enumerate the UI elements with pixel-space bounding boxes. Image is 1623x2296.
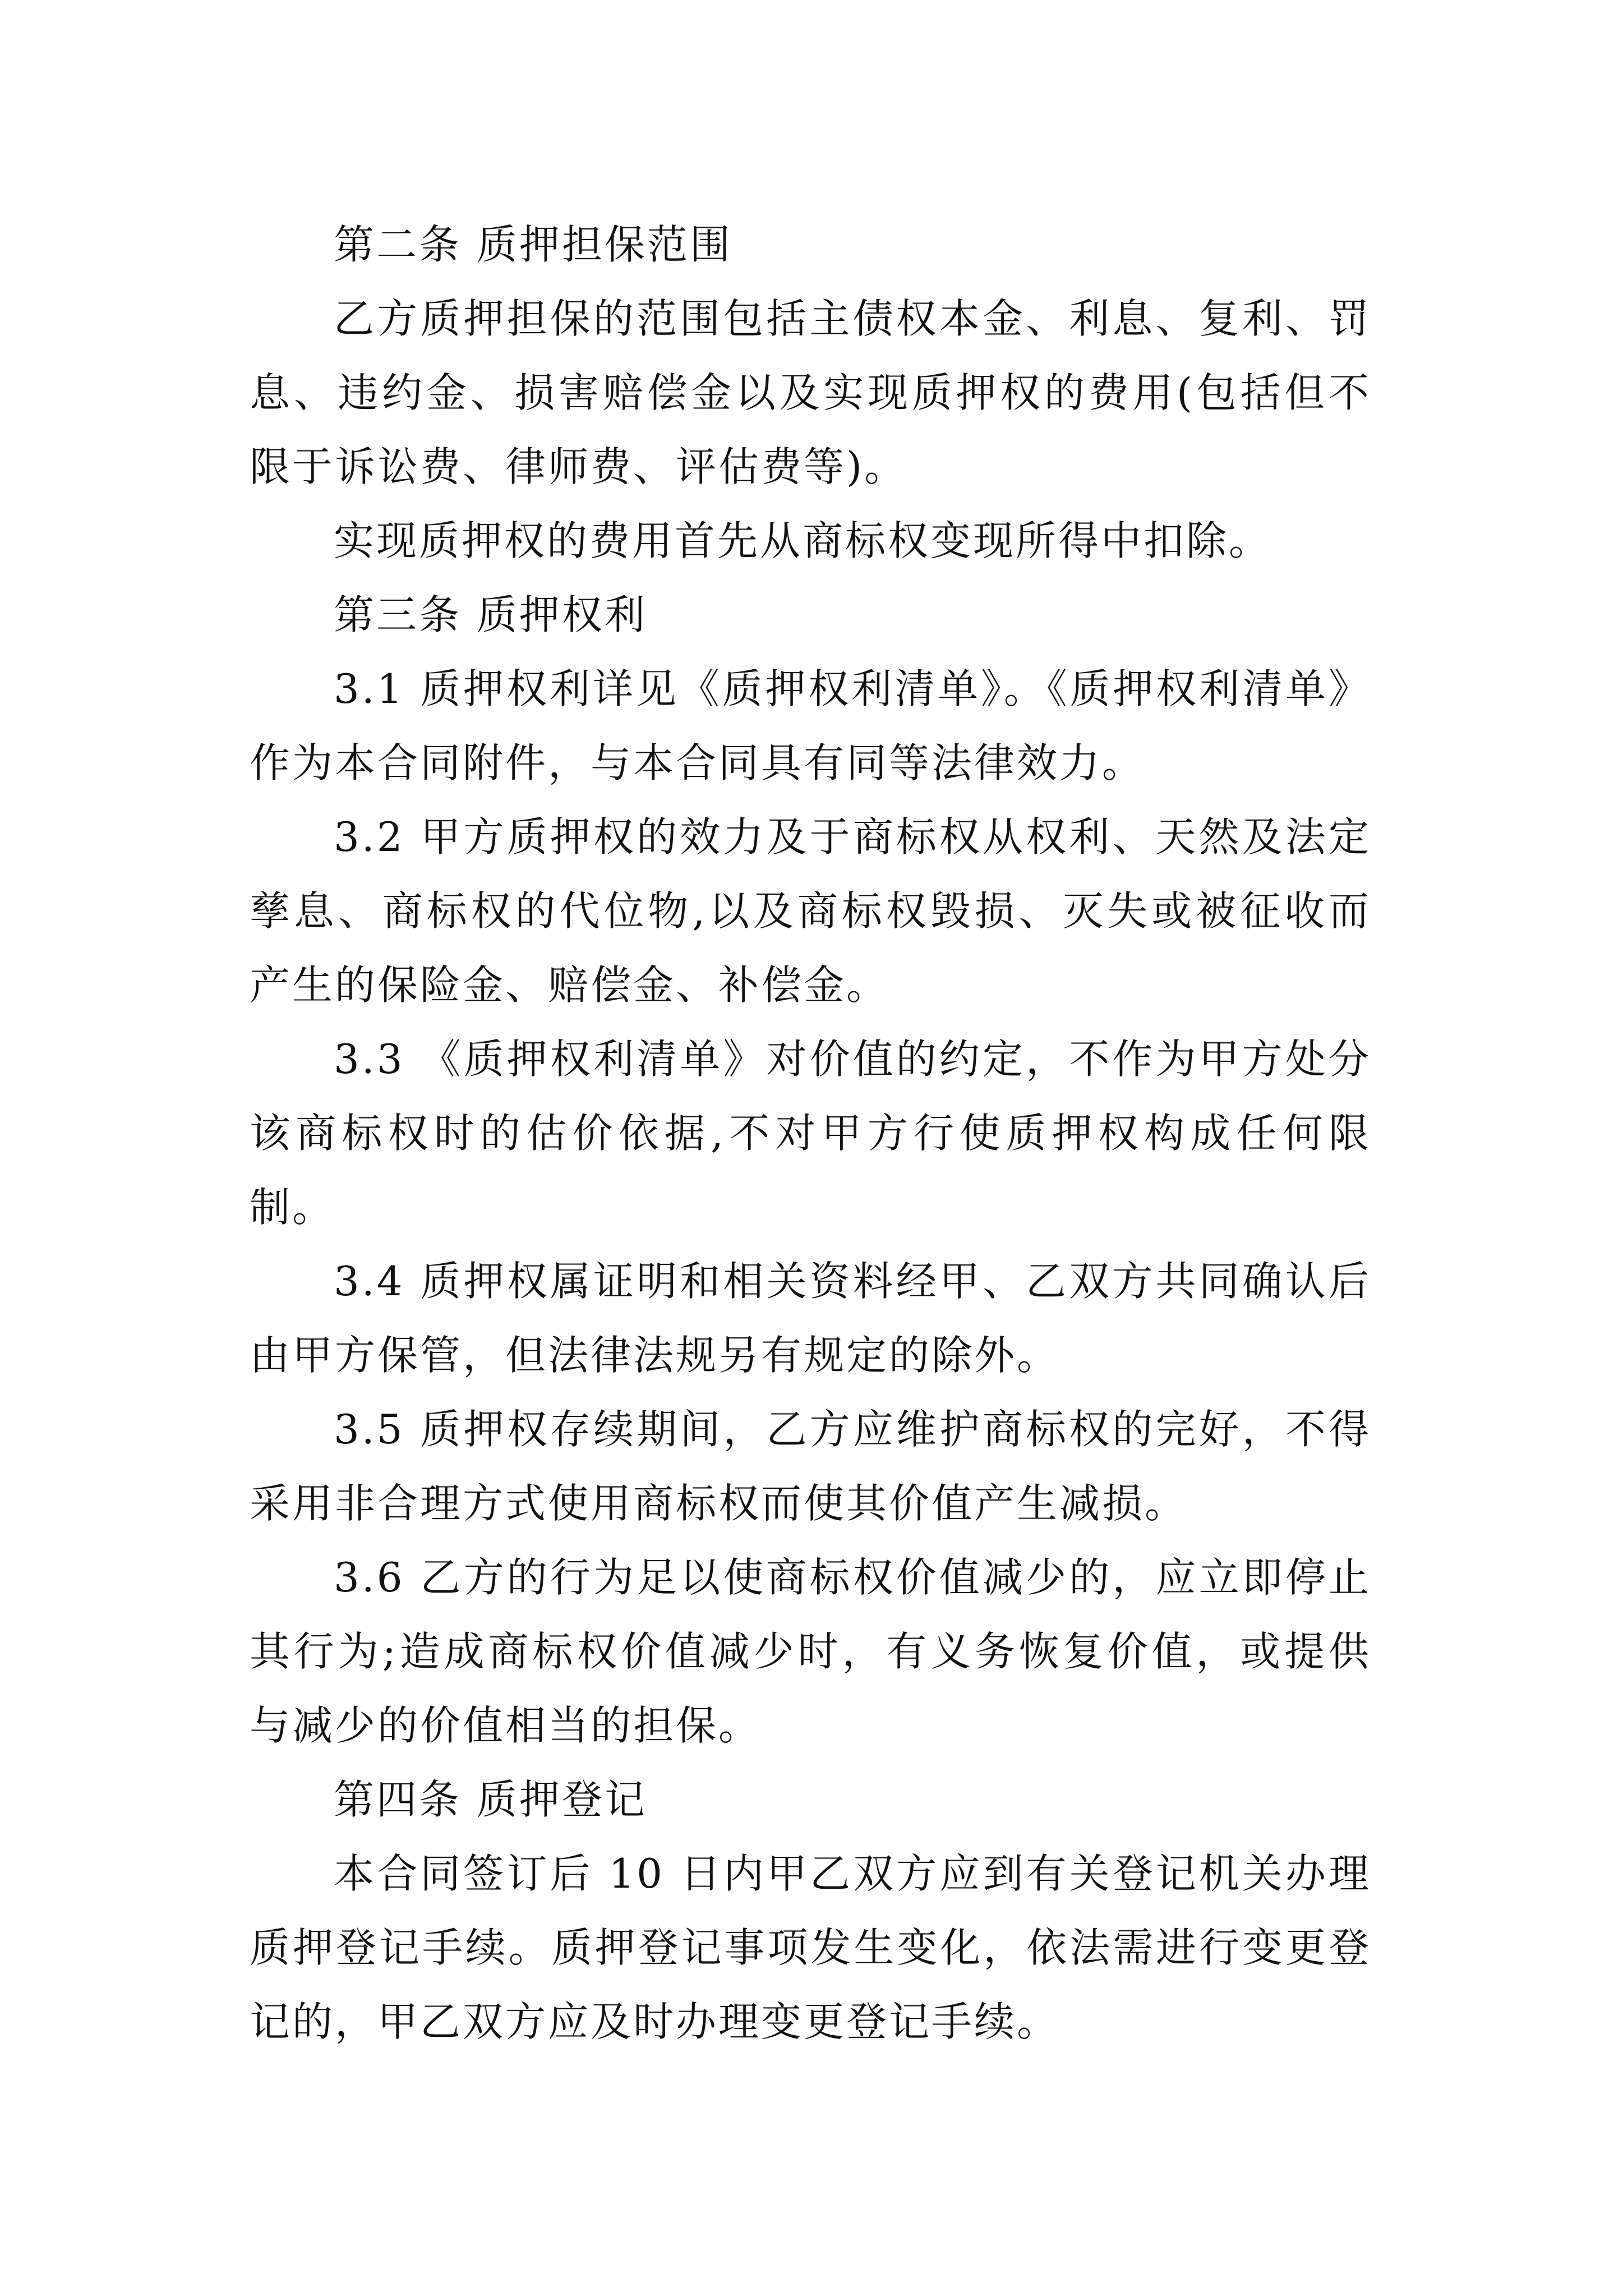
paragraph: 3.5 质押权存续期间，乙方应维护商标权的完好，不得采用非合理方式使用商标权而使其价值产生减损。	[250, 1406, 1371, 1527]
paragraph: 3.2 甲方质押权的效力及于商标权从权利、天然及法定孳息、商标权的代位物,以及商标权毁损、灭失或被征收而产生的保险金、赔偿金、补偿金。	[250, 813, 1371, 1009]
paragraph: 3.1 质押权利详见《质押权利清单》。《质押权利清单》作为本合同附件，与本合同具有同等法律效力。	[250, 665, 1371, 786]
paragraph: 乙方质押担保的范围包括主债权本金、利息、复利、罚息、违约金、损害赔偿金以及实现质押权的费用(包括但不限于诉讼费、律师费、评估费等)。	[250, 295, 1371, 490]
paragraph: 实现质押权的费用首先从商标权变现所得中扣除。	[334, 517, 1272, 564]
section-heading: 第二条 质押担保范围	[334, 221, 732, 268]
section-heading: 第三条 质押权利	[334, 591, 647, 638]
paragraph: 3.6 乙方的行为足以使商标权价值减少的，应立即停止其行为;造成商标权价值减少时，有义务恢复价值，或提供与减少的价值相当的担保。	[250, 1554, 1371, 1749]
paragraph: 3.3 《质押权利清单》对价值的约定，不作为甲方处分该商标权时的估价依据,不对甲方行使质押权构成任何限制。	[250, 1036, 1371, 1231]
section-heading: 第四条 质押登记	[334, 1776, 647, 1823]
document-body	[250, 208, 1371, 2059]
paragraph: 本合同签订后 10 日内甲乙双方应到有关登记机关办理质押登记手续。质押登记事项发生变化，依法需进行变更登记的，甲乙双方应及时办理变更登记手续。	[250, 1850, 1371, 2045]
paragraph: 3.4 质押权属证明和相关资料经甲、乙双方共同确认后由甲方保管，但法律法规另有规定的除外。	[250, 1258, 1371, 1379]
